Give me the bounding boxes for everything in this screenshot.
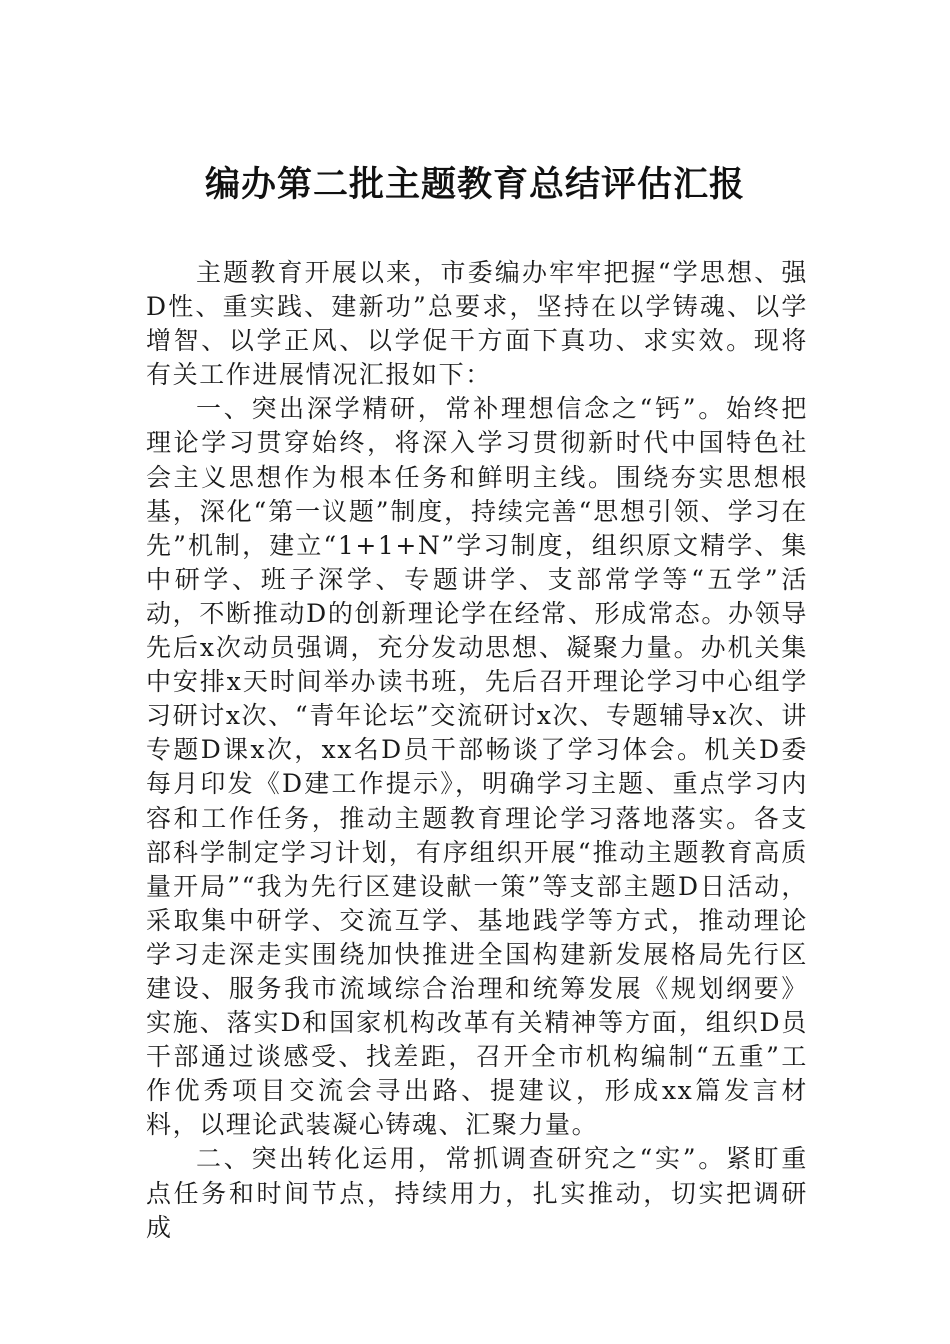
paragraph-section-one: 一、突出深学精研，常补理想信念之“钙”。始终把理论学习贯穿始终，将深入学习贯彻新时代中国特色社会主义思想作为根本任务和鲜明主线。围绕夯实思想根基，深化“第一议题”制度，持续完善“思想引领、学习在先”机制，建立“1+1+N”学习制度，组织原文精学、集中研学、班子深学、专题讲学、支部常学等“五学”活动，不断推动D的创新理论学在经常、形成常态。办领导先后x次动员强调，充分发动思想、凝聚力量。办机关集中安排x天时间举办读书班，先后召开理论学习中心组学习研讨x次、“青年论坛”交流研讨x次、专题辅导x次、讲专题D课x次，xx名D员干部畅谈了学习体会。机关D委每月印发《D建工作提示》，明确学习主题、重点学习内容和工作任务，推动主题教育理论学习落地落实。各支部科学制定学习计划，有序组织开展“推动主题教育高质量开局”“我为先行区建设献一策”等支部主题D日活动，采取集中研学、交流互学、基地践学等方式，推动理论学习走深走实围绕加快推进全国构建新发展格局先行区建设、服务我市流域综合治理和统筹发展《规划纲要》实施、落实D和国家机构改革有关精神等方面，组织D员干部通过谈感受、找差距，召开全市机构编制“五重”工作优秀项目交流会寻出路、提建议，形成xx篇发言材料，以理论武装凝心铸魂、汇聚力量。 — [146, 394, 808, 1140]
document-body — [146, 256, 808, 1245]
paragraph-intro: 主题教育开展以来，市委编办牢牢把握“学思想、强D性、重实践、建新功”总要求，坚持在以学铸魂、以学增智、以学正风、以学促干方面下真功、求实效。现将有关工作进展情况汇报如下： — [146, 258, 808, 390]
document-title: 编办第二批主题教育总结评估汇报 — [204, 164, 745, 205]
paragraph-section-two: 二、突出转化运用，常抓调查研究之“实”。紧盯重点任务和时间节点，持续用力，扎实推动，切实把调研成 — [146, 1144, 808, 1242]
